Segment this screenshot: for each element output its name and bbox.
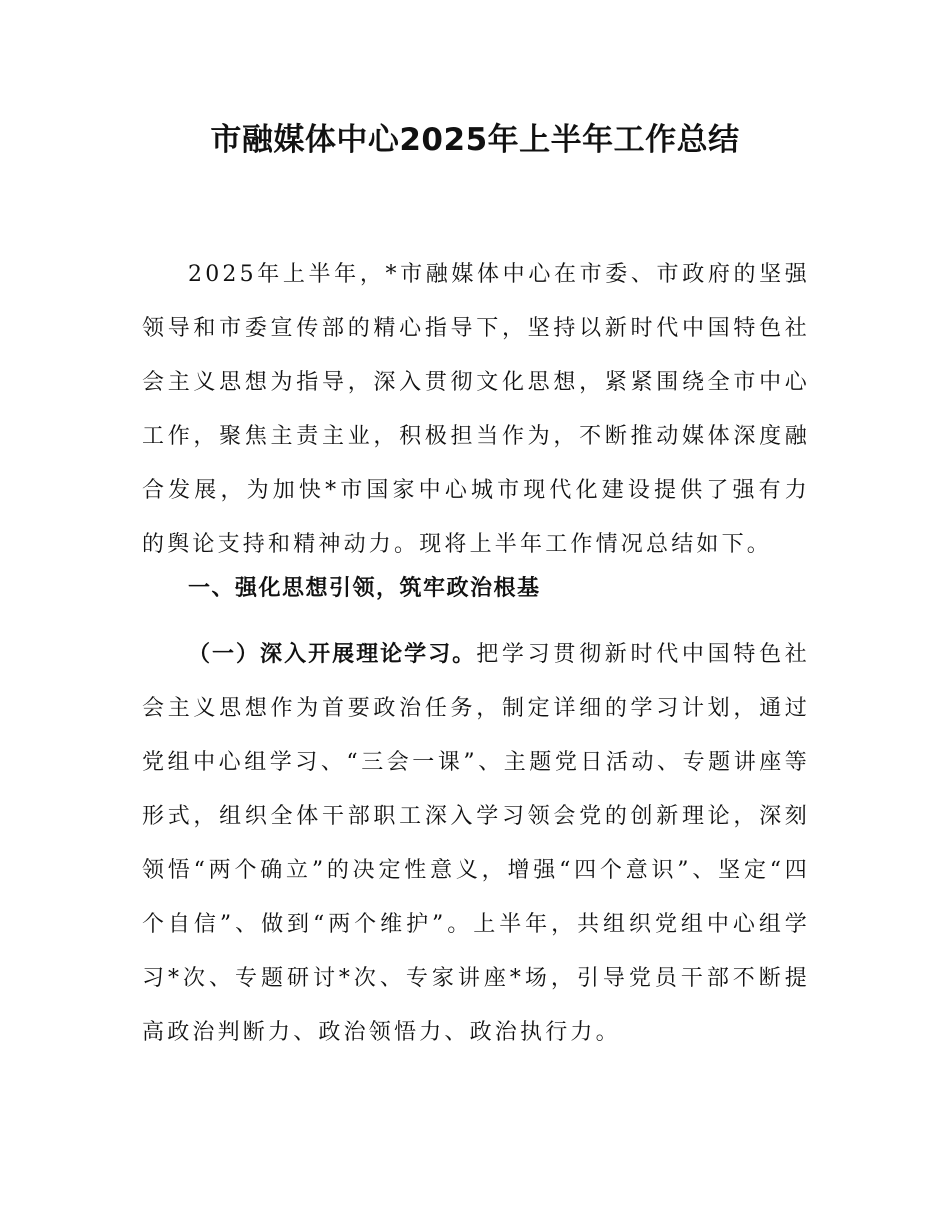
section-heading: 一、强化思想引领，筑牢政治根基 — [188, 576, 541, 601]
intro-paragraph: 2025年上半年，*市融媒体中心在市委、市政府的坚强领导和市委宣传部的精心指导下，坚持以新时代中国特色社会主义思想为指导，深入贯彻文化思想，紧紧围绕全市中心工作，聚焦主责主业，积极担当作为，不断推动媒体深度融合发展，为加快*市国家中心城市现代化建设提供了强有力的舆论支持和精神动力。现将上半年工作情况总结如下。 — [142, 262, 810, 557]
subsection-paragraph — [142, 628, 810, 1060]
document-title: 市融媒体中心2025年上半年工作总结 — [210, 122, 740, 158]
subsection-text: 把学习贯彻新时代中国特色社会主义思想作为首要政治任务，制定详细的学习计划，通过党组中心组学习、“三会一课”、主题党日活动、专题讲座等形式，组织全体干部职工深入学习领会党的创新理论，深刻领悟“两个确立”的决定性意义，增强“四个意识”、坚定“四个自信”、做到“两个维护”。上半年，共组织党组中心组学习*次、专题研讨*次、专家讲座*场，引导党员干部不断提高政治判断力、政治领悟力、政治执行力。 — [142, 642, 810, 1045]
subsection-lead: （一）深入开展理论学习。 — [188, 642, 477, 667]
